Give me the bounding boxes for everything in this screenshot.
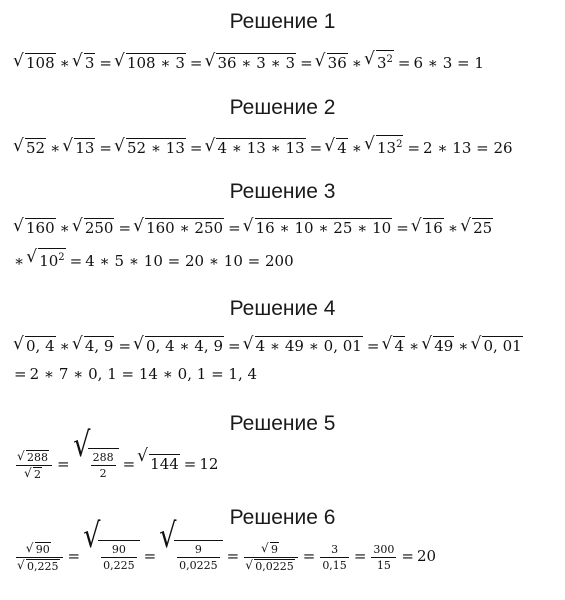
fraction-3-over-0-15: $\frac{3}{0,15}$ — [322, 542, 347, 572]
heading-solution-3: Решение 3 — [229, 180, 336, 203]
sqrt-36x3x3: √ 36 ∗ 3 ∗ 3 — [205, 52, 296, 74]
fraction-sqrt9-over-sqrt0-0225: √ 9 √ 0,0225 — [244, 542, 298, 573]
heading-solution-1: Решение 1 — [229, 10, 336, 33]
sqrt-52: √ 52 — [14, 137, 46, 159]
sqrt-160x250: √ 160 ∗ 250 — [134, 217, 224, 239]
sqrt-108: √ 108 — [14, 52, 56, 74]
solution-2-equation: √ 52 ∗√ 13 =√ 52 ∗ 13 =√ 4 ∗ 13 ∗ 13 =√ 4 ∗√ $13^2 = 2$ ∗ 13 = 26 — [14, 135, 513, 159]
heading-solution-6: Решение 6 — [229, 506, 336, 529]
sqrt-10-squared: √ $10^2$ — [27, 248, 65, 272]
solution-1-tail: 6 ∗ 3 = 1 — [413, 54, 484, 72]
solution-3-equation-line-1: √ 160 ∗√ 250 =√ 160 ∗ 250 =√ 16 ∗ 10 ∗ 25 ∗ 10 =√ 16 ∗√ 25 — [14, 217, 494, 239]
solution-4-equation-line-2: = 2 ∗ 7 ∗ 0, 1 = 14 ∗ 0, 1 = 1, 4 — [14, 365, 258, 383]
sqrt-3: √ 3 — [73, 52, 96, 74]
sqrt-13-squared: √ $13^2$ — [365, 135, 403, 159]
sqrt-0-01: √ 0, 01 — [471, 335, 522, 357]
sqrt-16: √ 16 — [412, 217, 444, 239]
sqrt-144: √ 144 — [138, 447, 180, 481]
sqrt-4: √ 4 — [325, 137, 348, 159]
solution-4-equation-line-1: √ 0, 4 ∗√ 4, 9 =√ 0, 4 ∗ 4, 9 =√ 4 ∗ 49 ∗ 0, 01 =√ 4 ∗√ 49 ∗√ 0, 01 — [14, 335, 524, 357]
sqrt-0-4: √ 0, 4 — [14, 335, 56, 357]
sqrt-4x13x13: √ 4 ∗ 13 ∗ 13 — [205, 137, 305, 159]
sqrt-52x13: √ 52 ∗ 13 — [115, 137, 186, 159]
fraction-sqrt90-over-sqrt0-225: √ 90 √ 0,225 — [16, 542, 63, 573]
sqrt-25: √ 25 — [461, 217, 493, 239]
sqrt-16x10x25x10: √ 16 ∗ 10 ∗ 25 ∗ 10 — [244, 217, 393, 239]
sqrt-4x49x0-01: √ 4 ∗ 49 ∗ 0, 01 — [244, 335, 363, 357]
sqrt-4-9: √ 4, 9 — [73, 335, 115, 357]
fraction-300-over-15: $\frac{300}{15}$ — [373, 542, 395, 572]
fraction-sqrt288-over-sqrt2: √ 288 √ 2 — [16, 450, 52, 481]
solution-4-tail: 2 ∗ 7 ∗ 0, 1 = 14 ∗ 0, 1 = 1, 4 — [29, 365, 258, 383]
solution-5-result: 12 — [199, 455, 219, 473]
solution-3-tail: 4 ∗ 5 ∗ 10 = 20 ∗ 10 = 200 — [85, 252, 294, 270]
heading-solution-2: Решение 2 — [229, 96, 336, 119]
solution-6-equation: √ 90 √ 0,225 = √ $\frac{90}{0,225}$ = √ $\frac{9}{0,0225}$ = √ 9 √ 0,0225 = $\frac{3}{0,15}$ = $\frac{300}{15}$ = 20 — [14, 538, 436, 574]
solution-1-equation: √ 108 ∗√ 3 =√ 108 ∗ 3 =√ 36 ∗ 3 ∗ 3 =√ 36 ∗√ $3^2 = 6$ ∗ 3 = 1 — [14, 50, 484, 74]
solution-6-result: 20 — [416, 547, 437, 565]
sqrt-0-4x4-9: √ 0, 4 ∗ 4, 9 — [134, 335, 224, 357]
sqrt-3-squared: √ $3^2$ — [365, 50, 394, 74]
solution-5-equation: √ 288 √ 2 = √ $\frac{288}{2}$ =√ 144 = 12 — [14, 447, 218, 481]
solution-2-tail: 2 ∗ 13 = 26 — [423, 139, 513, 157]
solution-3-equation-line-2: ∗√ $10^2 = 4$ ∗ 5 ∗ 10 = 20 ∗ 10 = 200 — [14, 248, 294, 272]
sqrt-250: √ 250 — [73, 217, 115, 239]
sqrt-4: √ 4 — [382, 335, 405, 357]
sqrt-108x3: √ 108 ∗ 3 — [115, 52, 186, 74]
heading-solution-4: Решение 4 — [229, 297, 336, 320]
sqrt-160: √ 160 — [14, 217, 56, 239]
sqrt-13: √ 13 — [63, 137, 95, 159]
heading-solution-5: Решение 5 — [229, 412, 336, 435]
sqrt-49: √ 49 — [422, 335, 454, 357]
sqrt-fraction-9-over-0-0225: √ $\frac{9}{0,0225}$ — [159, 538, 223, 574]
sqrt-fraction-90-over-0-225: √ $\frac{90}{0,225}$ — [83, 538, 140, 574]
sqrt-36: √ 36 — [316, 52, 348, 74]
sqrt-fraction-288-over-2: √ $\frac{288}{2}$ — [73, 447, 119, 481]
